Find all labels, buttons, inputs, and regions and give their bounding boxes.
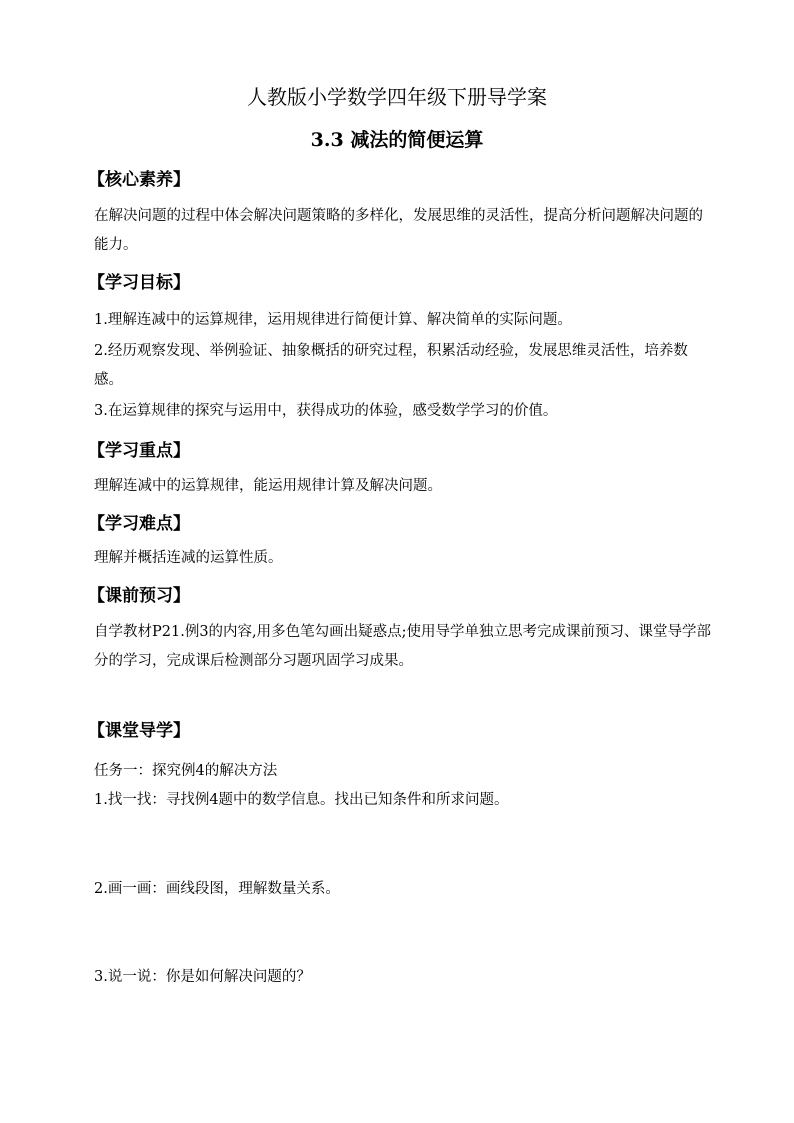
lesson-title: 3.3 减法的简便运算 xyxy=(310,129,484,151)
key-points-text: 理解连减中的运算规律，能运用规律计算及解决问题。 xyxy=(94,478,442,494)
core-literacy-text: 在解决问题的过程中体会解决问题策略的多样化，发展思维的灵活性，提高分析问题解决问题的能力。 xyxy=(94,208,703,253)
difficulties-heading: 【学习难点】 xyxy=(88,514,190,534)
task-one: 任务一：探究例4的解决方法 xyxy=(94,763,278,779)
objective-item-1: 1.理解连减中的运算规律，运用规律进行简便计算、解决简单的实际问题。 xyxy=(94,312,572,328)
objectives-heading: 【学习目标】 xyxy=(88,273,190,293)
core-literacy-heading: 【核心素养】 xyxy=(88,170,190,190)
objective-item-2: 2.经历观察发现、举例验证、抽象概括的研究过程，积累活动经验，发展思维灵活性，培养数感。 xyxy=(94,343,688,388)
classroom-heading: 【课堂导学】 xyxy=(88,721,190,741)
difficulties-text: 理解并概括连减的运算性质。 xyxy=(94,550,283,566)
step-find: 1.找一找：寻找例4题中的数学信息。找出已知条件和所求问题。 xyxy=(94,792,509,808)
document-title: 人教版小学数学四年级下册导学案 xyxy=(247,85,547,109)
preview-text: 自学教材P21.例3的内容,用多色笔勾画出疑惑点;使用导学单独立思考完成课前预习、课堂导学部分的学习，完成课后检测部分习题巩固学习成果。 xyxy=(94,624,712,669)
key-points-heading: 【学习重点】 xyxy=(88,441,190,461)
preview-heading: 【课前预习】 xyxy=(88,586,190,606)
step-draw: 2.画一画：画线段图，理解数量关系。 xyxy=(94,881,340,897)
step-say: 3.说一说：你是如何解决问题的？ xyxy=(94,969,311,985)
objective-item-3: 3.在运算规律的探究与运用中，获得成功的体验，感受数学学习的价值。 xyxy=(94,403,558,419)
